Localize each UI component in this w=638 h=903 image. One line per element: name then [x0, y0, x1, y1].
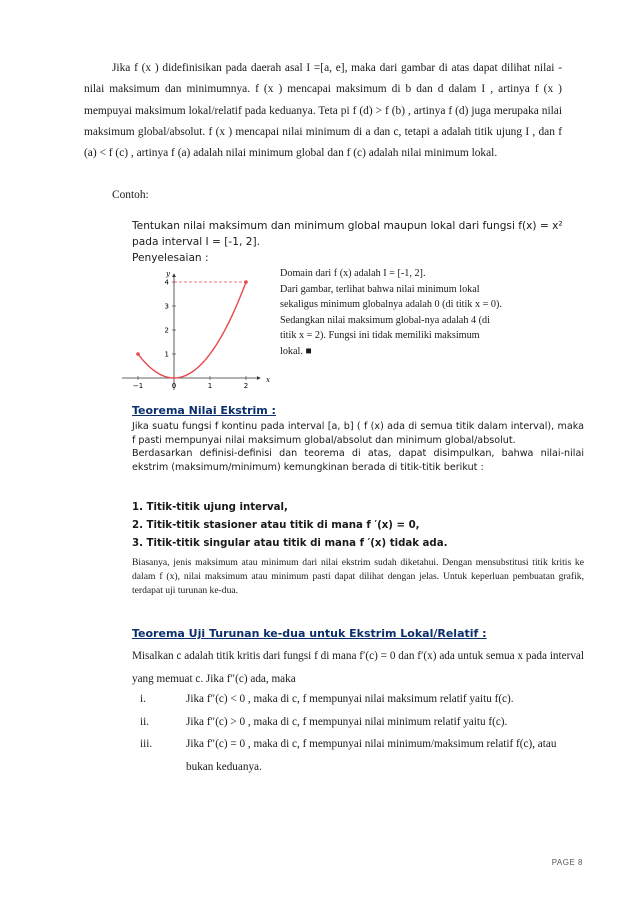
- y-axis-label: y: [166, 270, 170, 278]
- example-line-2: pada interval I = [-1, 2].: [132, 236, 260, 248]
- x-tick-label: 1: [207, 382, 213, 390]
- example-line-1: Tentukan nilai maksimum dan minimum global maupun lokal dari fungsi f(x) = x²: [132, 220, 563, 232]
- example-problem: [132, 218, 584, 266]
- contoh-label: Contoh:: [112, 189, 149, 201]
- critical-point-item: 3. Titik-titik singular atau titik di mana f ′(x) tidak ada.: [132, 538, 448, 549]
- theorem-1-conclusion: Berdasarkan definisi-definisi dan teorema di atas, dapat disimpulkan, bahwa nilai-nilai ekstrim (maksimum/minimum) kemungkinan berada di titik-titik berikut :: [132, 448, 584, 473]
- theorem-2-case: [140, 688, 585, 711]
- theorem-2-title: Teorema Uji Turunan ke-dua untuk Ekstrim Lokal/Relatif :: [132, 627, 487, 640]
- intro-line: nilai minimum lokal.: [401, 147, 498, 160]
- endpoint-right: [244, 280, 248, 284]
- theorem-2-body: [132, 645, 584, 690]
- solution-line: titik x = 2). Fungsi ini tidak memiliki maksimum: [280, 330, 480, 341]
- x-tick-label: 2: [243, 382, 249, 390]
- y-tick-label: 3: [164, 302, 169, 311]
- case-number: i.: [140, 693, 146, 705]
- x-tick-label: 0: [171, 382, 177, 390]
- solution-line: Sedangkan nilai maksimum global-nya adalah 4 (di: [280, 314, 490, 326]
- solution-line: sekaligus minimum globalnya adalah 0 (di titik x = 0).: [280, 299, 502, 310]
- case-number: iii.: [140, 738, 153, 750]
- solution-line: Domain dari f (x) adalah I = [-1, 2].: [280, 268, 426, 279]
- intro-text: [84, 58, 562, 164]
- intro-paragraph: [84, 58, 562, 164]
- solution-text: [280, 266, 585, 359]
- y-tick-label: 4: [164, 278, 169, 287]
- solution-line: lokal. ■: [280, 345, 312, 357]
- x-tick-label: −1: [132, 382, 144, 390]
- x-axis-label: x: [266, 376, 270, 384]
- intro-line: nilai - nilai maksimum dan minimumnya. f (x ) mencapai maksimum di b dan d dalam I , artinya: [84, 62, 562, 96]
- example-line-3: Penyelesaian :: [132, 252, 209, 264]
- theorem-1-title: Teorema Nilai Ekstrim :: [132, 404, 276, 417]
- critical-points-list: [132, 500, 584, 552]
- y-tick-label: 1: [164, 350, 169, 359]
- case-text: Jika f″(c) > 0 , maka di c, f mempunyai nilai minimum relatif yaitu f(c).: [186, 715, 508, 728]
- theorem-2-cases: [140, 688, 585, 778]
- critical-point-item: 2. Titik-titik stasioner atau titik di mana f ′(x) = 0,: [132, 520, 420, 531]
- theorem-1-statement: Jika suatu fungsi f kontinu pada interval [a, b] ( f (x) ada di semua titik dalam interval), maka f pasti mempunyai nilai maksimum global/absolut dan minimum global/absolut.: [132, 421, 584, 446]
- page-footer: PAGE 8: [551, 858, 583, 867]
- theorem-2-case: [140, 711, 585, 734]
- theorem-2-case: [140, 733, 585, 778]
- case-text: Jika f″(c) < 0 , maka di c, f mempunyai nilai maksimum relatif yaitu f(c).: [186, 693, 514, 705]
- solution-line: Dari gambar, terlihat bahwa nilai minimum lokal: [280, 283, 480, 295]
- parabola-graph: [120, 268, 270, 396]
- intro-line: f (x ) mempuyai maksimum lokal/relatif pada keduanya. Teta pi f (d) > f (b) , artinya f (d) juga: [84, 83, 562, 117]
- theorem-2-statement: Misalkan c adalah titik kritis dari fungsi f di mana f′(c) = 0 dan f′(x) ada untuk semua x pada interval yang memuat c. Jika f″(c) ada, maka: [132, 650, 584, 685]
- case-text: Jika f″(c) = 0 , maka di c, f mempunyai nilai minimum/maksimum relatif f(c), atau bukan keduanya.: [186, 738, 557, 773]
- intro-line: merupaka nilai maksimum global/absolut. f (x ) mencapai nilai minimum di a dan c, tetapi a: [84, 104, 563, 138]
- theorem-1-body: [132, 420, 584, 474]
- critical-point-item: 1. Titik-titik ujung interval,: [132, 502, 288, 513]
- intro-line: adalah titik ujung I , dan f (a) < f (c) , artinya f (a) adalah nilai minimum global dan f (c) adalah: [84, 125, 562, 160]
- y-tick-label: 2: [164, 326, 169, 335]
- case-number: ii.: [140, 715, 150, 728]
- parabola-curve: [138, 282, 246, 378]
- endpoint-left: [136, 352, 140, 356]
- intro-line: Jika f (x ) didefinisikan pada daerah asal I =[a, e], maka dari gambar di atas dapat dilihat: [112, 62, 531, 74]
- second-derivative-intro: Biasanya, jenis maksimum atau minimum dari nilai ekstrim sudah diketahui. Dengan mensubstitusi titik kritis ke dalam f (x), nilai maksimum atau minimum pasti dapat dilihat dengan jelas. Untuk keperluan pembuatan grafik, terdapat uji turunan ke-dua.: [132, 557, 584, 596]
